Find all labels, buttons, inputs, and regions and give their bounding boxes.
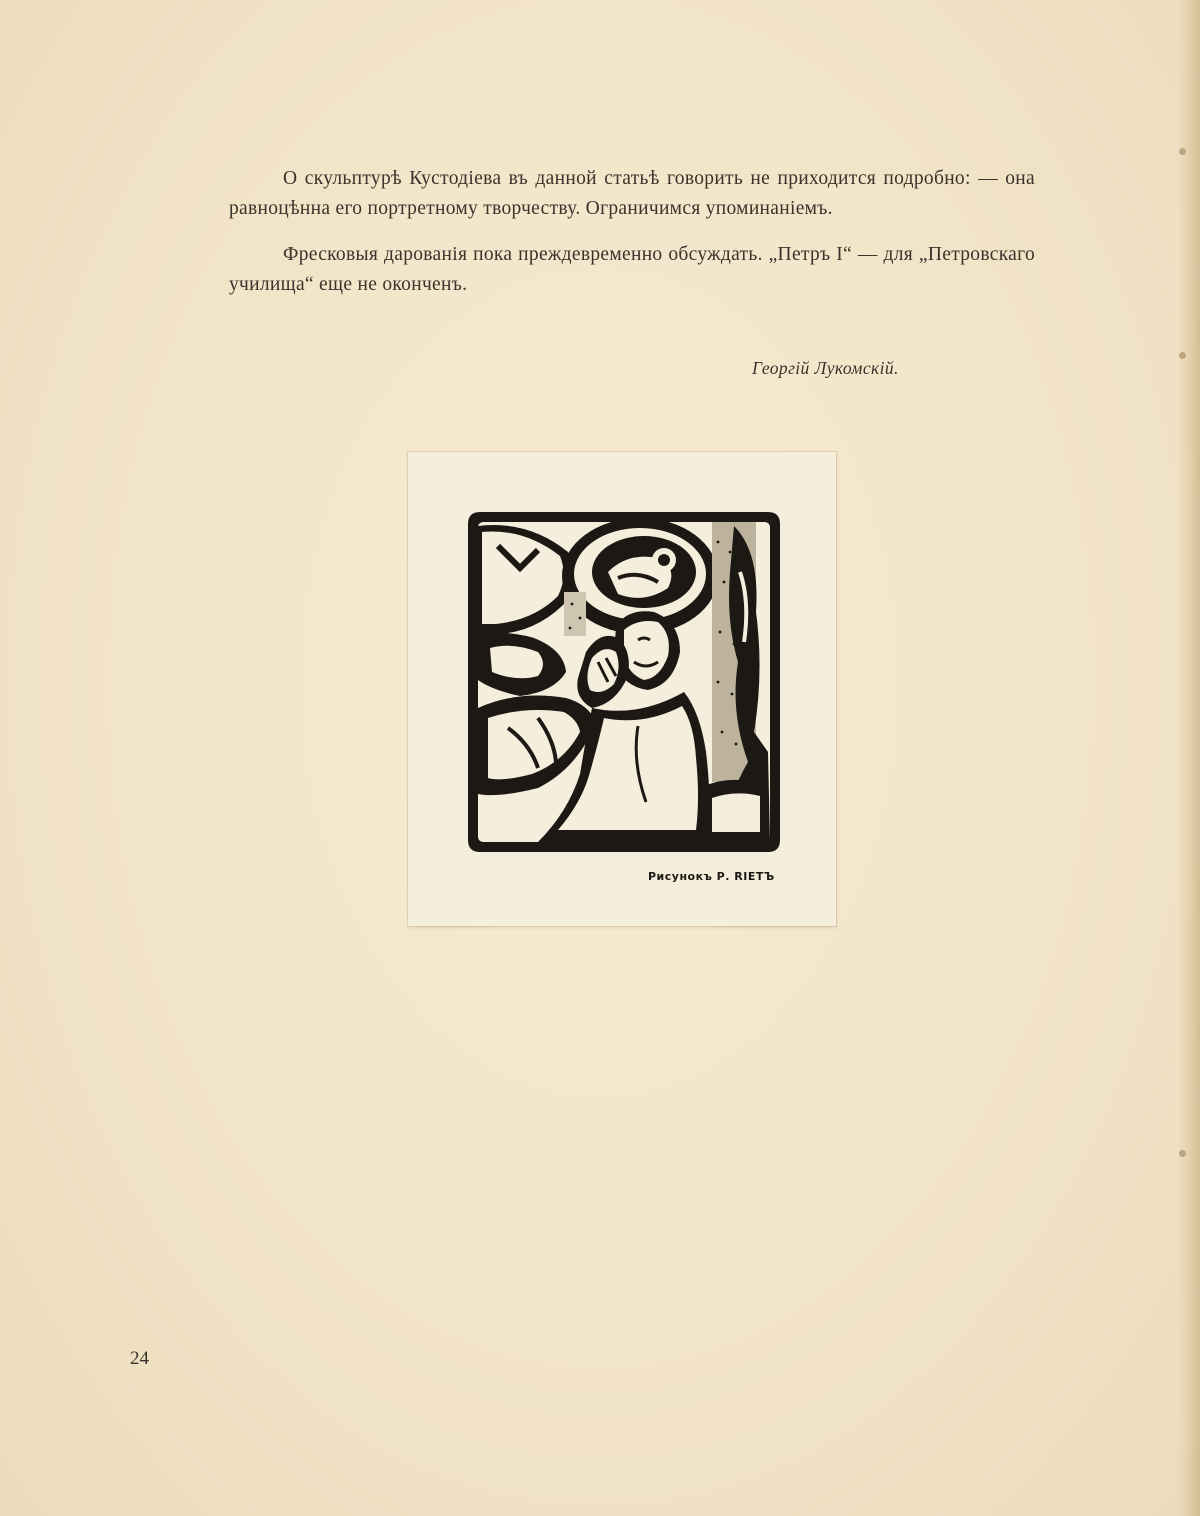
paragraph: Фресковыя дарованія пока преждевременно обсуждать. „Петръ I“ — для „Петровскаго училища“ еще не оконченъ. <box>229 244 1035 295</box>
illustration-caption: Рисунокъ Р. RIETЪ <box>648 870 775 883</box>
page-edge <box>1178 0 1200 1516</box>
paragraph: О скульптурѣ Кустодіева въ данной статьѣ говорить не приходится подробно: — она равноцѣнна его портретному творчеству. Ограничимся упоминаніемъ. <box>229 168 1035 219</box>
binding-hole <box>1179 352 1186 359</box>
binding-hole <box>1179 1150 1186 1157</box>
woodcut-illustration <box>468 512 780 852</box>
illustration-plate <box>408 452 836 926</box>
article-body <box>229 164 1035 316</box>
binding-hole <box>1179 148 1186 155</box>
page-number: 24 <box>130 1348 149 1369</box>
author-signature: Георгій Лукомскій. <box>752 358 899 378</box>
